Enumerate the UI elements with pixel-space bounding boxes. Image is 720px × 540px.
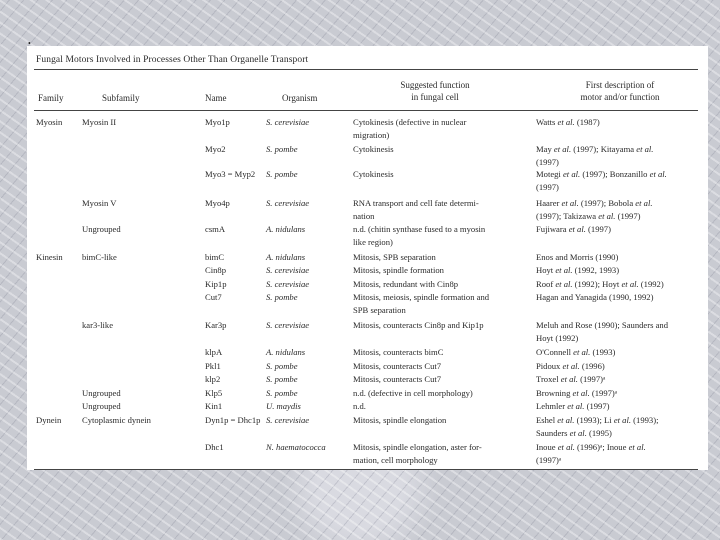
cell-ref xyxy=(536,360,605,373)
cell-organism: S. cerevisiae xyxy=(266,117,310,127)
ref-line: May et al. (1997); Kitayama et al. xyxy=(536,144,654,154)
header-function-line1: Suggested function xyxy=(400,80,470,90)
cell-func xyxy=(353,319,484,332)
cell-family: Dynein xyxy=(36,415,62,425)
cell-ref xyxy=(536,116,600,129)
ref-line: Hoyt et al. (1992, 1993) xyxy=(536,265,620,275)
cell-func xyxy=(353,223,485,248)
cell-ref xyxy=(536,197,652,222)
func-line: Mitosis, counteracts Cin8p and Kip1p xyxy=(353,320,484,330)
cell-name: klp2 xyxy=(205,374,221,384)
cell-name: Pkl1 xyxy=(205,361,221,371)
cell-func xyxy=(353,441,482,466)
func-line: Mitosis, counteracts Cut7 xyxy=(353,374,442,384)
cell-name: klpA xyxy=(205,347,223,357)
header-function-line2: in fungal cell xyxy=(411,92,459,102)
cell-organism: S. pombe xyxy=(266,388,298,398)
cell-organism: S. cerevisiae xyxy=(266,415,310,425)
ref-line: Motegi et al. (1997); Bonzanillo et al. xyxy=(536,169,667,179)
func-line: Cytokinesis (defective in nuclear xyxy=(353,117,467,127)
cell-organism: S. cerevisiae xyxy=(266,265,310,275)
cell-func xyxy=(353,168,394,181)
cell-ref xyxy=(536,319,668,344)
cell-subfamily: Myosin II xyxy=(82,117,117,127)
cell-func xyxy=(353,373,441,386)
func-line: n.d. (chitin synthase fused to a myosin xyxy=(353,224,486,234)
header-family: Family xyxy=(38,93,64,103)
header-first-line1: First description of xyxy=(585,80,655,90)
func-line: Mitosis, meiosis, spindle formation and xyxy=(353,292,490,302)
header-name: Name xyxy=(205,93,227,103)
func-line: nation xyxy=(353,210,375,221)
cell-organism: A. nidulans xyxy=(266,252,306,262)
top-rule xyxy=(34,69,698,70)
cell-name: Myo4p xyxy=(205,198,230,208)
bullet-mark: • xyxy=(28,39,31,48)
cell-func xyxy=(353,291,489,316)
cell-organism: A. nidulans xyxy=(266,224,306,234)
cell-subfamily: bimC-like xyxy=(82,252,117,262)
header-rule xyxy=(34,110,698,111)
cell-name: Dhc1 xyxy=(205,442,224,452)
cell-organism: S. pombe xyxy=(266,169,298,179)
cell-name: Klp5 xyxy=(205,388,223,398)
cell-name: Myo3 = Myp2 xyxy=(205,169,256,179)
ref-line: Roof et al. (1992); Hoyt et al. (1992) xyxy=(536,279,664,289)
cell-organism: S. cerevisiae xyxy=(266,320,310,330)
cell-func xyxy=(353,278,458,291)
cell-name: Kip1p xyxy=(205,279,227,289)
cell-subfamily: Ungrouped xyxy=(82,224,121,234)
ref-line: Hoyt (1992) xyxy=(536,332,579,343)
func-line: migration) xyxy=(353,129,390,140)
header-first-line2: motor and/or function xyxy=(580,92,660,102)
ref-line: (1997) xyxy=(536,156,559,167)
cell-ref xyxy=(536,168,667,193)
cell-func xyxy=(353,251,436,264)
func-line: Cytokinesis xyxy=(353,144,394,154)
cell-ref xyxy=(536,400,610,413)
ref-line: Meluh and Rose (1990); Saunders and xyxy=(536,320,668,330)
ref-line: Inoue et al. (1996)ᵃ; Inoue et al. xyxy=(536,442,646,452)
func-line: RNA transport and cell fate determi- xyxy=(353,198,479,208)
cell-func xyxy=(353,116,466,141)
cell-name: bimC xyxy=(205,252,225,262)
cell-name: Myo2 xyxy=(205,144,226,154)
cell-func xyxy=(353,400,366,413)
cell-func xyxy=(353,346,443,359)
ref-line: O'Connell et al. (1993) xyxy=(536,347,616,357)
cell-family: Myosin xyxy=(36,117,63,127)
cell-func xyxy=(353,414,446,427)
cell-ref xyxy=(536,143,653,168)
ref-line: Enos and Morris (1990) xyxy=(536,252,619,262)
cell-family: Kinesin xyxy=(36,252,63,262)
ref-line: Watts et al. (1987) xyxy=(536,117,600,127)
cell-ref xyxy=(536,414,658,439)
func-line: mation, cell morphology xyxy=(353,454,438,465)
cell-ref xyxy=(536,373,605,386)
ref-line: Haarer et al. (1997); Bobola et al. xyxy=(536,198,653,208)
func-line: Mitosis, counteracts Cut7 xyxy=(353,361,442,371)
cell-ref xyxy=(536,251,618,264)
cell-name: Kar3p xyxy=(205,320,227,330)
cell-func xyxy=(353,197,479,222)
cell-name: Cut7 xyxy=(205,292,222,302)
func-line: Mitosis, spindle formation xyxy=(353,265,444,275)
cell-ref xyxy=(536,346,615,359)
func-line: n.d. (defective in cell morphology) xyxy=(353,388,473,398)
func-line: Mitosis, spindle elongation xyxy=(353,415,447,425)
cell-subfamily: Cytoplasmic dynein xyxy=(82,415,151,425)
cell-name: csmA xyxy=(205,224,226,234)
cell-ref xyxy=(536,223,611,236)
cell-subfamily: Myosin V xyxy=(82,198,117,208)
cell-organism: S. pombe xyxy=(266,292,298,302)
ref-line: (1997); Takizawa et al. (1997) xyxy=(536,210,641,221)
cell-name: Cin8p xyxy=(205,265,227,275)
cell-ref xyxy=(536,387,617,400)
cell-ref xyxy=(536,278,664,291)
cell-func xyxy=(353,264,444,277)
func-line: Mitosis, spindle elongation, aster for- xyxy=(353,442,482,452)
cell-func xyxy=(353,360,441,373)
ref-line: (1997)ᵃ xyxy=(536,454,562,465)
table-caption: Fungal Motors Involved in Processes Other Than Organelle Transport xyxy=(36,55,309,65)
cell-func xyxy=(353,387,473,400)
cell-name: Myo1p xyxy=(205,117,230,127)
cell-subfamily: Ungrouped xyxy=(82,401,121,411)
func-line: SPB separation xyxy=(353,304,406,315)
func-line: Mitosis, SPB separation xyxy=(353,252,436,262)
cell-organism: U. maydis xyxy=(266,401,301,411)
bottom-rule xyxy=(34,469,698,470)
ref-line: Browning et al. (1997)ᵃ xyxy=(536,388,618,398)
cell-organism: S. pombe xyxy=(266,374,298,384)
header-subfamily: Subfamily xyxy=(102,93,140,103)
cell-organism: S. cerevisiae xyxy=(266,279,310,289)
func-line: Cytokinesis xyxy=(353,169,394,179)
header-organism: Organism xyxy=(282,93,318,103)
ref-line: Fujiwara et al. (1997) xyxy=(536,224,611,234)
ref-line: Troxel et al. (1997)ᵃ xyxy=(536,374,606,384)
cell-subfamily: kar3-like xyxy=(82,320,114,330)
cell-func xyxy=(353,143,394,156)
cell-organism: A. nidulans xyxy=(266,347,306,357)
cell-organism: N. haematococca xyxy=(266,442,326,452)
cell-organism: S. pombe xyxy=(266,361,298,371)
cell-organism: S. cerevisiae xyxy=(266,198,310,208)
cell-subfamily: Ungrouped xyxy=(82,388,121,398)
func-line: Mitosis, counteracts bimC xyxy=(353,347,444,357)
func-line: n.d. xyxy=(353,401,366,411)
cell-name: Kin1 xyxy=(205,401,223,411)
ref-line: Pidoux et al. (1996) xyxy=(536,361,605,371)
ref-line: Eshel et al. (1993); Li et al. (1993); xyxy=(536,415,659,425)
func-line: Mitosis, redundant with Cin8p xyxy=(353,279,459,289)
cell-ref xyxy=(536,264,619,277)
cell-organism: S. pombe xyxy=(266,144,298,154)
cell-ref xyxy=(536,441,646,466)
cell-ref xyxy=(536,291,653,304)
func-line: like region) xyxy=(353,236,393,247)
ref-line: Lehmler et al. (1997) xyxy=(536,401,610,411)
cell-name: Dyn1p = Dhc1p xyxy=(205,415,261,425)
ref-line: Saunders et al. (1995) xyxy=(536,427,612,438)
ref-line: (1997) xyxy=(536,181,559,192)
ref-line: Hagan and Yanagida (1990, 1992) xyxy=(536,292,654,302)
